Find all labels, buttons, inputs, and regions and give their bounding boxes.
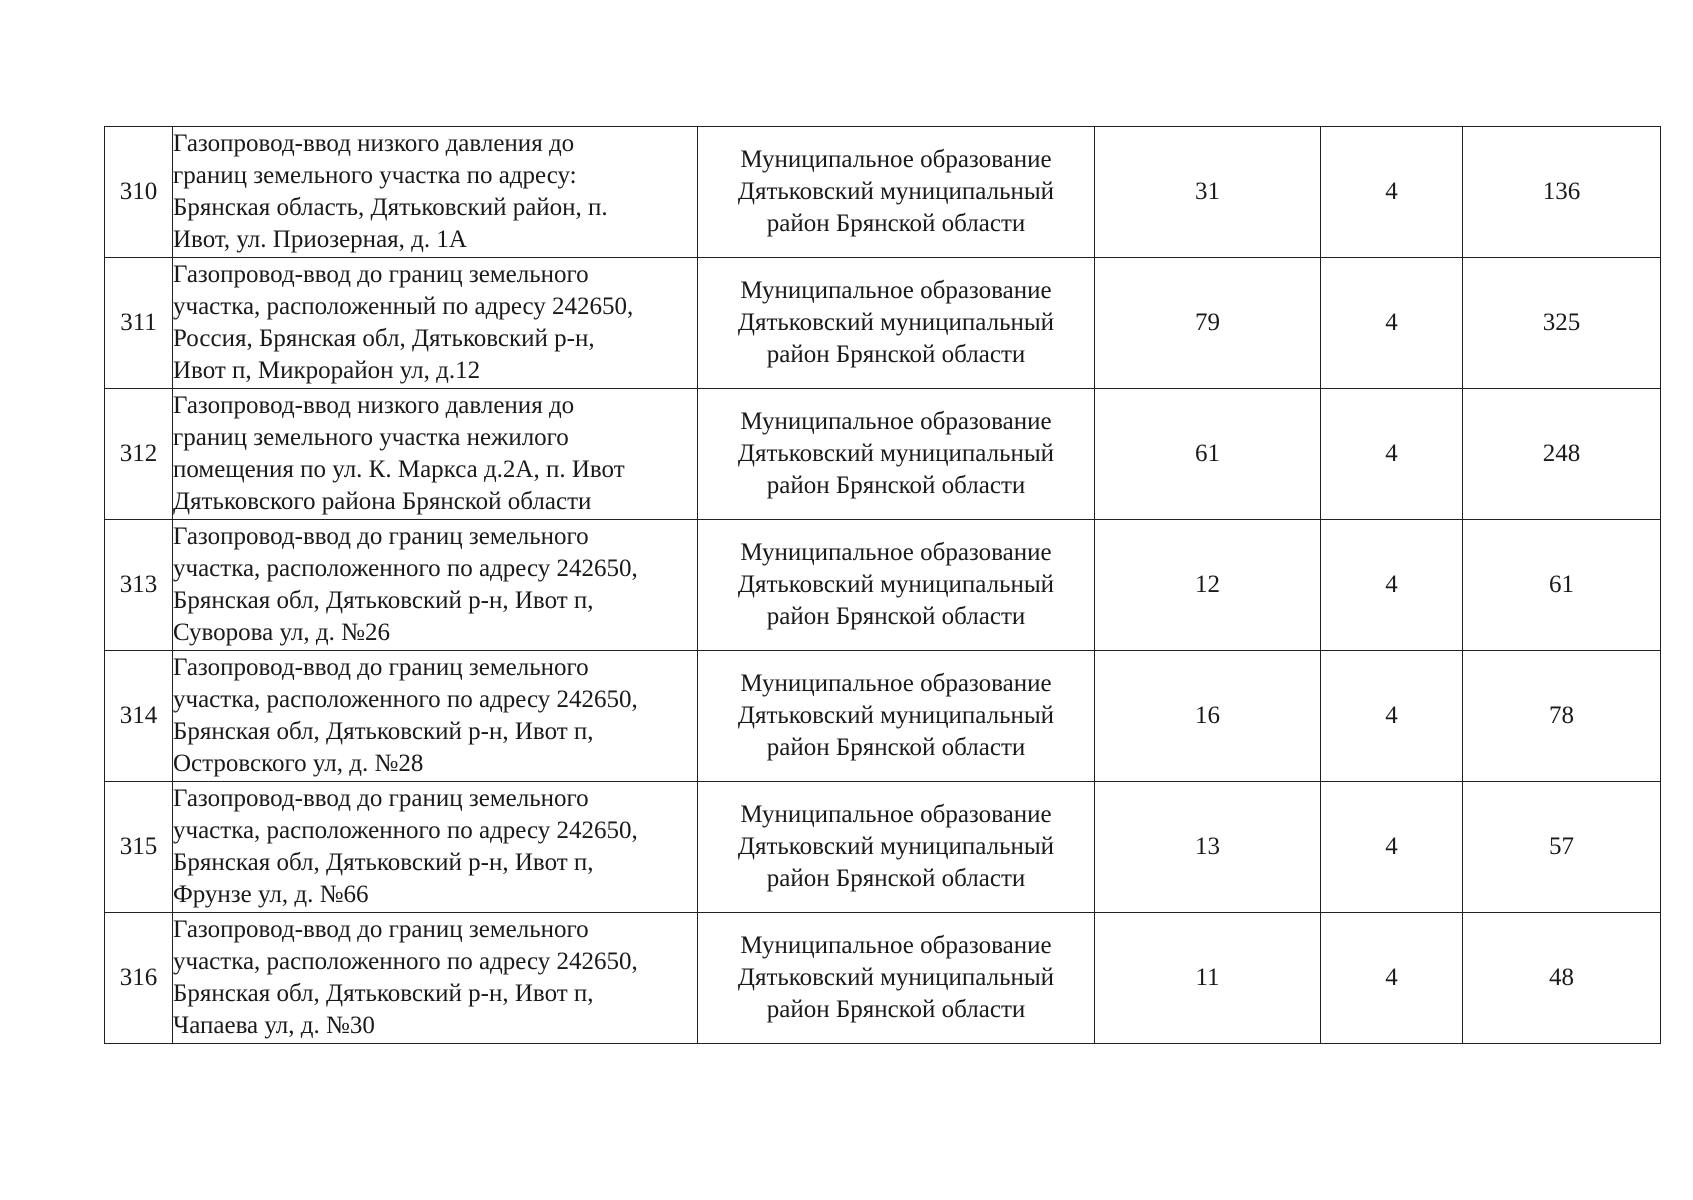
value-1: 11 [1195, 964, 1220, 991]
value-cell-2 [1321, 127, 1463, 258]
object-name-cell [173, 651, 698, 782]
value-cell-1 [1095, 651, 1321, 782]
value-1: 16 [1195, 702, 1220, 729]
owner-cell [698, 520, 1095, 651]
table-row [105, 520, 1661, 651]
value-cell-2 [1321, 651, 1463, 782]
value-3: 136 [1542, 178, 1581, 205]
value-2: 4 [1385, 833, 1398, 860]
table-row [105, 389, 1661, 520]
table-row [105, 782, 1661, 913]
value-cell-2 [1321, 782, 1463, 913]
value-cell-3 [1463, 913, 1661, 1044]
owner-name: Муниципальное образование Дятьковский муниципальный район Брянской области [737, 539, 1055, 630]
value-cell-1 [1095, 913, 1321, 1044]
table-row [105, 258, 1661, 389]
row-number: 315 [119, 833, 158, 860]
object-name-cell [173, 258, 698, 389]
row-number: 316 [119, 964, 158, 991]
row-number: 313 [119, 571, 158, 598]
row-number: 310 [119, 178, 158, 205]
owner-name: Муниципальное образование Дятьковский муниципальный район Брянской области [737, 146, 1055, 237]
value-cell-3 [1463, 258, 1661, 389]
owner-cell [698, 651, 1095, 782]
object-name: Газопровод-ввод до границ земельного участка, расположенный по адресу 242650, Россия, Брянская обл, Дятьковский р-н, Ивот п, Микрорайон ул, д.12 [173, 261, 634, 384]
object-name-cell [173, 389, 698, 520]
row-number: 312 [119, 440, 158, 467]
value-cell-3 [1463, 782, 1661, 913]
value-3: 248 [1542, 440, 1581, 467]
owner-cell [698, 258, 1095, 389]
value-cell-1 [1095, 520, 1321, 651]
value-cell-1 [1095, 127, 1321, 258]
value-2: 4 [1385, 964, 1398, 991]
value-cell-3 [1463, 389, 1661, 520]
object-name-cell [173, 520, 698, 651]
owner-cell [698, 127, 1095, 258]
table-row [105, 651, 1661, 782]
owner-cell [698, 389, 1095, 520]
value-cell-2 [1321, 389, 1463, 520]
value-cell-1 [1095, 258, 1321, 389]
row-number-cell [105, 127, 173, 258]
value-2: 4 [1385, 440, 1398, 467]
value-2: 4 [1385, 178, 1398, 205]
value-2: 4 [1385, 309, 1398, 336]
row-number-cell [105, 520, 173, 651]
value-cell-1 [1095, 389, 1321, 520]
value-1: 61 [1195, 440, 1220, 467]
value-3: 57 [1549, 833, 1574, 860]
object-name: Газопровод-ввод низкого давления до границ земельного участка нежилого помещения по ул. К. Маркса д.2А, п. Ивот Дятьковского района Брянской области [173, 392, 625, 515]
value-2: 4 [1385, 702, 1398, 729]
object-name: Газопровод-ввод до границ земельного участка, расположенного по адресу 242650, Брянская обл, Дятьковский р-н, Ивот п, Суворова ул, д. №26 [173, 523, 638, 646]
object-name-cell [173, 782, 698, 913]
object-name: Газопровод-ввод низкого давления до границ земельного участка по адресу: Брянская область, Дятьковский район, п. Ивот, ул. Приозерная, д. 1А [173, 130, 608, 253]
value-3: 325 [1542, 309, 1581, 336]
row-number-cell [105, 651, 173, 782]
table-row [105, 127, 1661, 258]
value-cell-3 [1463, 651, 1661, 782]
object-name: Газопровод-ввод до границ земельного участка, расположенного по адресу 242650, Брянская обл, Дятьковский р-н, Ивот п, Чапаева ул, д. №30 [173, 916, 638, 1039]
value-1: 79 [1195, 309, 1220, 336]
table-row [105, 913, 1661, 1044]
value-cell-2 [1321, 913, 1463, 1044]
value-3: 61 [1549, 571, 1574, 598]
owner-cell [698, 913, 1095, 1044]
value-cell-2 [1321, 520, 1463, 651]
value-2: 4 [1385, 571, 1398, 598]
value-1: 13 [1195, 833, 1220, 860]
value-3: 78 [1549, 702, 1574, 729]
value-cell-2 [1321, 258, 1463, 389]
row-number: 311 [120, 309, 157, 336]
row-number: 314 [119, 702, 158, 729]
row-number-cell [105, 782, 173, 913]
value-cell-3 [1463, 127, 1661, 258]
owner-name: Муниципальное образование Дятьковский муниципальный район Брянской области [737, 408, 1055, 499]
registry-table [104, 126, 1661, 1044]
value-1: 12 [1195, 571, 1220, 598]
object-name-cell [173, 913, 698, 1044]
value-1: 31 [1195, 178, 1220, 205]
object-name: Газопровод-ввод до границ земельного участка, расположенного по адресу 242650, Брянская обл, Дятьковский р-н, Ивот п, Островского ул, д. №28 [173, 654, 638, 777]
object-name: Газопровод-ввод до границ земельного участка, расположенного по адресу 242650, Брянская обл, Дятьковский р-н, Ивот п, Фрунзе ул, д. №66 [173, 785, 638, 908]
owner-name: Муниципальное образование Дятьковский муниципальный район Брянской области [737, 277, 1055, 368]
value-3: 48 [1549, 964, 1574, 991]
value-cell-1 [1095, 782, 1321, 913]
owner-name: Муниципальное образование Дятьковский муниципальный район Брянской области [737, 670, 1055, 761]
row-number-cell [105, 389, 173, 520]
object-name-cell [173, 127, 698, 258]
owner-name: Муниципальное образование Дятьковский муниципальный район Брянской области [737, 932, 1055, 1023]
value-cell-3 [1463, 520, 1661, 651]
owner-name: Муниципальное образование Дятьковский муниципальный район Брянской области [737, 801, 1055, 892]
row-number-cell [105, 913, 173, 1044]
row-number-cell [105, 258, 173, 389]
owner-cell [698, 782, 1095, 913]
